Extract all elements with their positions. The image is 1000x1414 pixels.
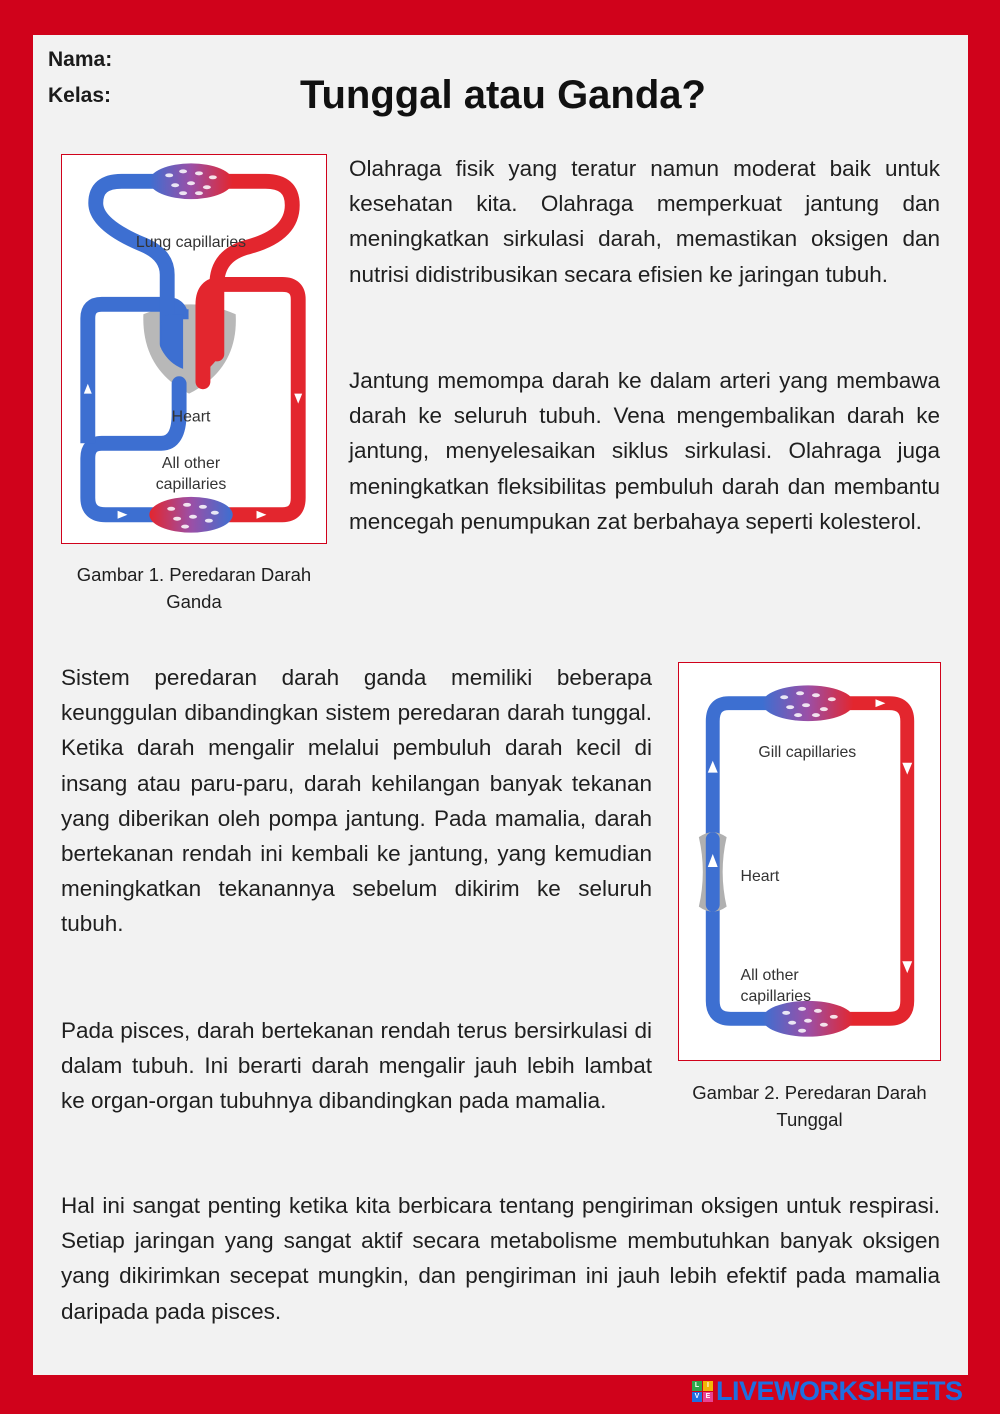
paragraph-3: Sistem peredaran darah ganda memiliki beberapa keunggulan dibandingkan sistem peredaran darah tunggal. Ketika darah mengalir melalui pembuluh darah kecil di insang atau paru-paru, darah kehilangan banyak tekanan yang diberikan oleh pompa jantung. Pada mamalia, darah bertekanan rendah ini kembali ke jantung, yang kemudian meningkatkan tekanannya sebelum dikirim ke seluruh tubuh.	[61, 665, 652, 937]
label-other-2-line2: capillaries	[740, 987, 812, 1005]
label-gill-capillaries: Gill capillaries	[758, 743, 857, 761]
label-lung-capillaries: Lung capillaries	[135, 233, 247, 251]
label-heart: Heart	[171, 408, 211, 426]
liveworksheets-wordmark: LIVEWORKSHEETS	[716, 1375, 963, 1406]
paragraph-2: Jantung memompa darah ke dalam arteri yang membawa darah ke seluruh tubuh. Vena mengembalikan darah ke jantung, menyelesaikan siklus sirkulasi. Olahraga juga meningkatkan fleksibilitas pembuluh darah dan membantu mencegah penumpukan zat berbahaya seperti kolesterol.	[349, 368, 940, 534]
figure2-caption: Gambar 2. Peredaran Darah Tunggal	[692, 1082, 927, 1130]
liveworksheets-badge[interactable]	[692, 1376, 963, 1406]
class-label: Kelas:	[48, 84, 112, 107]
figure-double-circulation	[61, 154, 327, 544]
label-other-line2: capillaries	[155, 475, 227, 493]
label-other-2-line1: All other	[740, 967, 799, 985]
label-other-line1: All other	[161, 455, 221, 473]
figure-single-circulation	[678, 662, 941, 1061]
single-circulation-diagram	[679, 663, 940, 1060]
liveworksheets-logo-icon: L I V E	[692, 1381, 713, 1402]
paragraph-1: Olahraga fisik yang teratur namun moderat baik untuk kesehatan kita. Olahraga memperkuat jantung dan meningkatkan sirkulasi darah, memastikan oksigen dan nutrisi didistribusikan secara efisien ke jaringan tubuh.	[349, 156, 940, 287]
body-capillary-bed	[149, 497, 232, 533]
label-heart-2: Heart	[740, 867, 780, 885]
gill-capillary-bed	[762, 685, 853, 721]
figure1-caption: Gambar 1. Peredaran Darah Ganda	[76, 564, 312, 612]
page-title: Tunggal atau Ganda?	[300, 73, 706, 117]
paragraph-4: Pada pisces, darah bertekanan rendah terus bersirkulasi di dalam tubuh. Ini berarti darah mengalir jauh lebih lambat ke organ-organ tubuhnya dibandingkan pada mamalia.	[61, 1018, 652, 1114]
double-circulation-diagram	[62, 155, 326, 543]
paragraph-5: Hal ini sangat penting ketika kita berbicara tentang pengiriman oksigen untuk respirasi. Setiap jaringan yang sangat aktif secara metabolisme membutuhkan banyak oksigen yang dikirimkan secepat mungkin, dan pengiriman ini jauh lebih efektif pada mamalia daripada pada pisces.	[61, 1193, 940, 1324]
flow-arrows-2	[708, 699, 912, 973]
name-label: Nama:	[48, 48, 113, 71]
